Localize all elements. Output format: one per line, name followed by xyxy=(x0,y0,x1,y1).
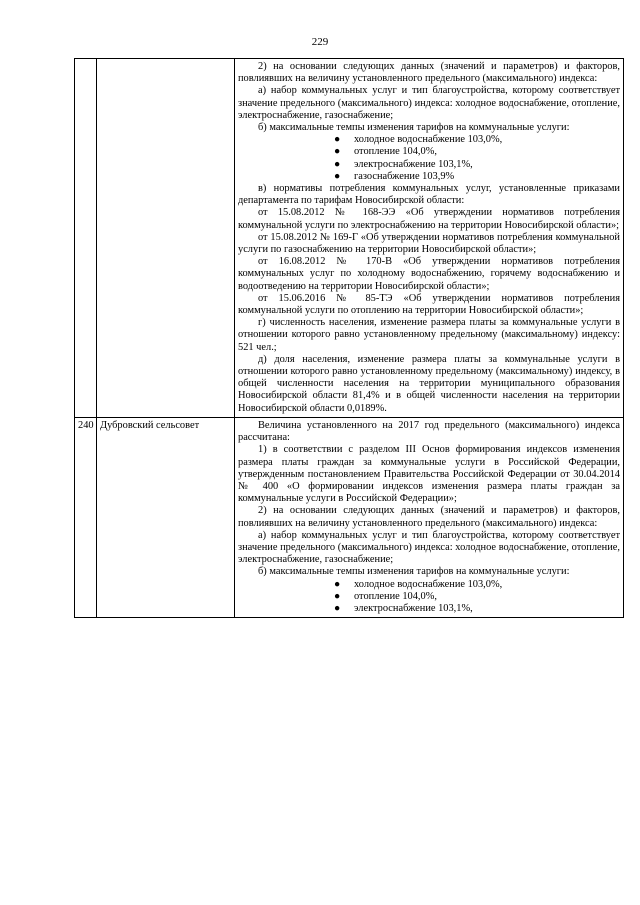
paragraph: Величина установленного на 2017 год предельного (максимального) индекса рассчитана: xyxy=(238,419,620,444)
bullet-icon: ● xyxy=(334,146,341,158)
bullet-icon: ● xyxy=(334,602,341,614)
paragraph: б) максимальные темпы изменения тарифов на коммунальные услуги: xyxy=(258,566,570,578)
paragraph: б) максимальные темпы изменения тарифов на коммунальные услуги: xyxy=(258,122,570,134)
paragraph: от 15.08.2012 № 169-Г «Об утверждении нормативов потребления коммунальной услуги по газоснабжению на территории Новосибирской области»; xyxy=(238,231,620,256)
description-cell xyxy=(235,59,624,418)
bullet-icon: ● xyxy=(334,170,341,182)
list-item: ● отопление 104,0%, xyxy=(334,590,437,602)
tariff-bullet-list xyxy=(238,579,620,616)
municipality-name-cell: Дубровский сельсовет xyxy=(97,417,235,617)
municipality-name-cell xyxy=(97,59,235,418)
bullet-icon: ● xyxy=(334,134,341,146)
paragraph: от 15.08.2012 № 168-ЭЭ «Об утверждении нормативов потребления коммунальной услуги по электроснабжению на территории Новосибирской области»; xyxy=(238,207,620,231)
bullet-icon: ● xyxy=(334,578,341,590)
list-item: ● холодное водоснабжение 103,0%, xyxy=(334,578,503,590)
paragraph: в) нормативы потребления коммунальных услуг, установленные приказами департамента по тарифам Новосибирской области: xyxy=(238,183,620,207)
list-item: ● отопление 104,0%, xyxy=(334,146,437,158)
list-item: ● электроснабжение 103,1%, xyxy=(334,602,473,614)
paragraph: д) доля населения, изменение размера платы за коммунальные услуги в отношении которого равно установленному предельному (максимальному) индексу, в общей численности населения на территории муниципального образования Новосибирской области 81,4% и в общей численности населения на территории Новосибирской области 0,0189%. xyxy=(238,353,620,414)
table-row xyxy=(75,59,624,418)
paragraph: а) набор коммунальных услуг и тип благоустройства, которому соответствует значение предельного (максимального) индекса: холодное водоснабжение, отопление, электроснабжение, газоснабжение; xyxy=(238,529,620,566)
paragraph: г) численность населения, изменение размера платы за коммунальные услуги в отношении которого равно установленному предельному (максимальному) индексу: 521 чел.; xyxy=(238,317,620,353)
row-number-cell xyxy=(75,59,97,418)
list-item: ● электроснабжение 103,1%, xyxy=(334,158,473,170)
tariff-bullet-list xyxy=(238,134,620,183)
paragraph: 2) на основании следующих данных (значений и параметров) и факторов, повлиявших на величину установленного предельного (максимального) индекса: xyxy=(238,505,620,529)
table-row xyxy=(75,417,624,617)
paragraph: от 15.06.2016 № 85-ТЭ «Об утверждении нормативов потребления коммунальной услуги по отоплению на территории Новосибирской области»; xyxy=(238,292,620,317)
paragraph: 2) на основании следующих данных (значений и параметров) и факторов, повлиявших на величину установленного предельного (максимального) индекса: xyxy=(238,61,620,85)
bullet-icon: ● xyxy=(334,158,341,170)
paragraph: а) набор коммунальных услуг и тип благоустройства, которому соответствует значение предельного (максимального) индекса: холодное водоснабжение, отопление, электроснабжение, газоснабжение; xyxy=(238,85,620,121)
paragraph: от 16.08.2012 № 170-В «Об утверждении нормативов потребления коммунальных услуг по холодному водоснабжению, горячему водоснабжению и водоотведению на территории Новосибирской области»; xyxy=(238,256,620,292)
list-item: ● газоснабжение 103,9% xyxy=(334,170,455,182)
page-number: 229 xyxy=(311,36,329,48)
row-number-cell: 240 xyxy=(75,417,97,617)
description-cell xyxy=(235,417,624,617)
list-item: ● холодное водоснабжение 103,0%, xyxy=(334,134,503,146)
bullet-icon: ● xyxy=(334,590,341,602)
tariff-index-table xyxy=(74,58,624,618)
paragraph: 1) в соответствии с разделом III Основ формирования индексов изменения размера платы граждан за коммунальные услуги в Российской Федерации, утвержденным постановлением Правительства Российской Федерации от 30.04.2014 № 400 «О формировании индексов изменения размера платы граждан за коммунальные услуги в Российской Федерации»; xyxy=(238,444,620,505)
